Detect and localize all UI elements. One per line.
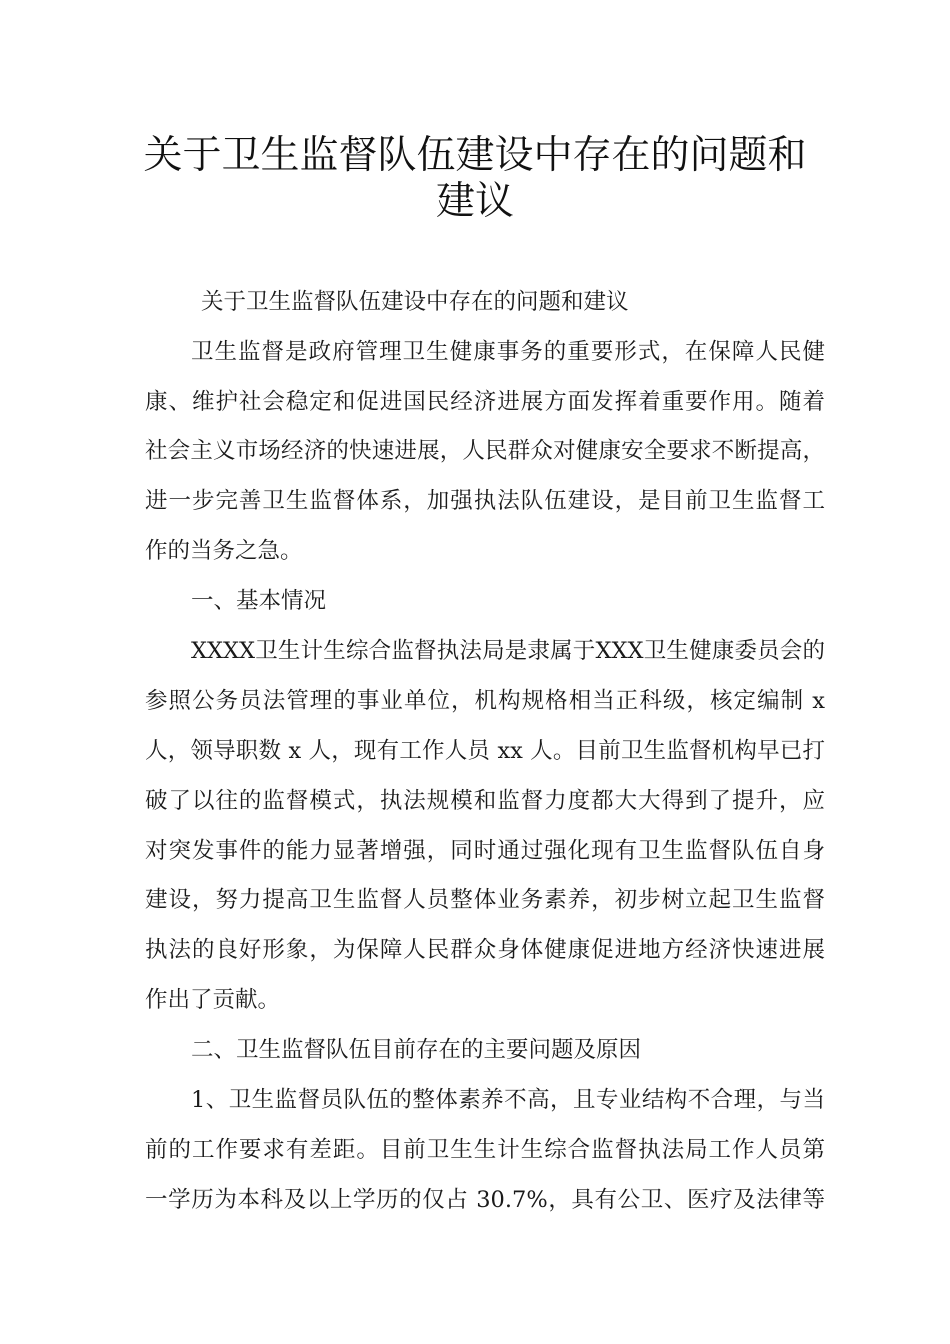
subtitle-line: 关于卫生监督队伍建设中存在的问题和建议 [201, 289, 629, 315]
paragraph-line: 作出了贡献。 [145, 987, 281, 1013]
paragraph-line: 进一步完善卫生监督体系，加强执法队伍建设，是目前卫生监督工 [145, 488, 825, 514]
paragraph-line: 一学历为本科及以上学历的仅占 30.7%，具有公卫、医疗及法律等 [145, 1187, 825, 1213]
paragraph-line: 社会主义市场经济的快速进展，人民群众对健康安全要求不断提高， [145, 438, 825, 464]
paragraph-line: 康、维护社会稳定和促进国民经济进展方面发挥着重要作用。随着 [145, 389, 825, 415]
paragraph-line: 卫生监督是政府管理卫生健康事务的重要形式，在保障人民健 [191, 339, 825, 365]
paragraph-line: XXXX卫生计生综合监督执法局是隶属于XXX卫生健康委员会的 [191, 638, 825, 664]
section-heading: 二、卫生监督队伍目前存在的主要问题及原因 [191, 1037, 642, 1063]
paragraph-line: 前的工作要求有差距。目前卫生生计生综合监督执法局工作人员第 [145, 1137, 825, 1163]
paragraph-line: 对突发事件的能力显著增强，同时通过强化现有卫生监督队伍自身 [145, 838, 825, 864]
document-title-line-2: 建议 [435, 179, 514, 224]
paragraph-line: 建设，努力提高卫生监督人员整体业务素养，初步树立起卫生监督 [145, 887, 825, 913]
paragraph-line: 破了以往的监督模式，执法规模和监督力度都大大得到了提升，应 [145, 788, 825, 814]
section-heading: 一、基本情况 [191, 588, 327, 614]
paragraph-line: 作的当务之急。 [145, 538, 303, 564]
paragraph-line: 人，领导职数 x 人，现有工作人员 xx 人。目前卫生监督机构早已打 [145, 738, 825, 764]
paragraph-line: 执法的良好形象，为保障人民群众身体健康促进地方经济快速进展 [145, 937, 825, 963]
document-title-line-1: 关于卫生监督队伍建设中存在的问题和 [143, 133, 807, 178]
paragraph-line: 参照公务员法管理的事业单位，机构规格相当正科级，核定编制 x [145, 688, 825, 714]
paragraph-line: 1、卫生监督员队伍的整体素养不高，且专业结构不合理，与当 [191, 1087, 825, 1113]
